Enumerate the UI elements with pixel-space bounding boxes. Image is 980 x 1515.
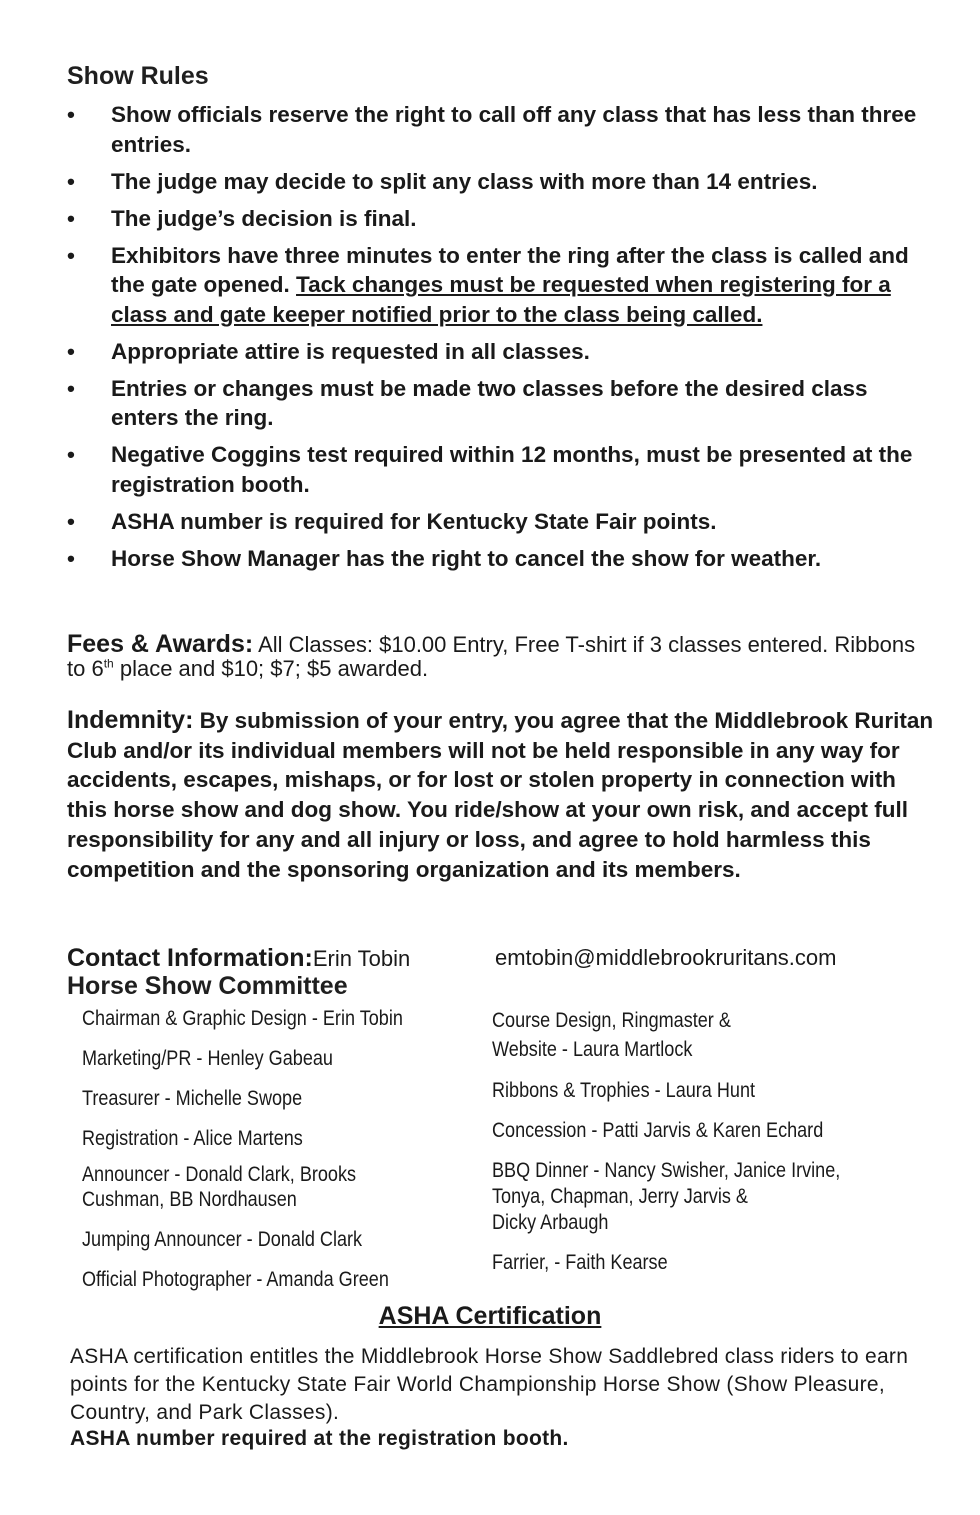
rule-text: Exhibitors have three minutes to enter the ring after the class is called and the gate opened. [111,242,909,297]
committee-member: Jumping Announcer - Donald Clark [82,1228,363,1251]
contact-email[interactable]: emtobin@middlebrookruritans.com [495,945,837,970]
indemnity-paragraph [67,706,937,884]
committee-member: Marketing/PR - Henley Gabeau [82,1047,333,1070]
rule-item [67,100,927,159]
indemnity-label: Indemnity: [67,706,194,734]
committee-heading: Horse Show Committee [67,972,348,1000]
committee-member: Concession - Patti Jarvis & Karen Echard [492,1119,824,1142]
rule-item [67,374,927,433]
committee-member: Chairman & Graphic Design - Erin Tobin [82,1007,403,1030]
rule-text: Show officials reserve the right to call off any class that has less than three entries. [111,102,917,157]
rule-item [67,167,927,197]
committee-member: Course Design, Ringmaster & [492,1009,731,1032]
committee-member-cont: Website - Laura Martlock [492,1038,693,1061]
show-rules-heading: Show Rules [67,62,209,90]
rule-item [67,440,927,499]
rule-underlined-text: Tack changes must be requested when registering for a class and gate keeper notified prior to the class being called. [111,272,891,327]
rule-text: Negative Coggins test required within 12 months, must be presented at the registration booth. [111,442,913,497]
rule-text: Horse Show Manager has the right to cancel the show for weather. [111,545,822,571]
bullet: • [67,168,75,194]
committee-member-cont: Tonya, Chapman, Jerry Jarvis & [492,1185,748,1208]
rule-text: The judge’s decision is final. [111,205,417,231]
bullet: • [67,205,75,231]
bullet: • [67,375,75,401]
show-rules-list [67,100,927,581]
rule-text: Appropriate attire is requested in all classes. [111,338,590,364]
contact-name: Erin Tobin [312,946,411,971]
fees-label: Fees & Awards: [67,630,254,658]
contact-label: Contact Information: [67,944,313,972]
rule-item [67,337,927,367]
rule-item [67,544,927,574]
asha-note: ASHA number required at the registration booth. [70,1427,569,1450]
indemnity-text: By submission of your entry, you agree that the Middlebrook Ruritan Club and/or its individual members will not be held responsible in any way for accidents, escapes, mishaps, or for lost or stolen property in connection with this horse show and dog show. You ride/show at your own risk, and accept full responsibility for any and all injury or loss, and agree to hold harmless this competition and the sponsoring organization and its members. [67,708,934,882]
committee-member: BBQ Dinner - Nancy Swisher, Janice Irvine, [492,1159,841,1182]
bullet: • [67,338,75,364]
committee-member: Farrier, - Faith Kearse [492,1251,668,1274]
fees-superscript: th [103,656,114,671]
asha-body-text: ASHA certification entitles the Middlebrook Horse Show Saddlebred class riders to earn points for the Kentucky State Fair World Championship Horse Show (Show Pleasure, Country, and Park Classes). [70,1345,909,1424]
committee-member: Ribbons & Trophies - Laura Hunt [492,1079,756,1102]
committee-member: Announcer - Donald Clark, Brooks [82,1163,357,1186]
fees-text-end: place and $10; $7; $5 awarded. [113,656,429,681]
committee-member: Official Photographer - Amanda Green [82,1268,389,1291]
fees-awards-paragraph [67,632,927,681]
rule-item [67,507,927,537]
rule-text: Entries or changes must be made two classes before the desired class enters the ring. [111,375,868,430]
bullet: • [67,442,75,467]
bullet: • [67,102,75,127]
rule-text: ASHA number is required for Kentucky State Fair points. [111,508,717,534]
committee-member-cont: Dicky Arbaugh [492,1211,609,1234]
rule-item [67,241,927,330]
committee-member: Treasurer - Michelle Swope [82,1087,303,1110]
bullet: • [67,242,75,268]
bullet: • [67,545,75,571]
committee-member: Registration - Alice Martens [82,1127,303,1150]
rule-item [67,204,927,234]
rule-text: The judge may decide to split any class with more than 14 entries. [111,168,818,194]
bullet: • [67,508,75,534]
fees-text: All Classes: $10.00 Entry, Free T-shirt if 3 classes entered. Ribbons to 6 [67,632,916,681]
asha-heading: ASHA Certification [378,1302,602,1330]
committee-member-cont: Cushman, BB Nordhausen [82,1188,297,1211]
